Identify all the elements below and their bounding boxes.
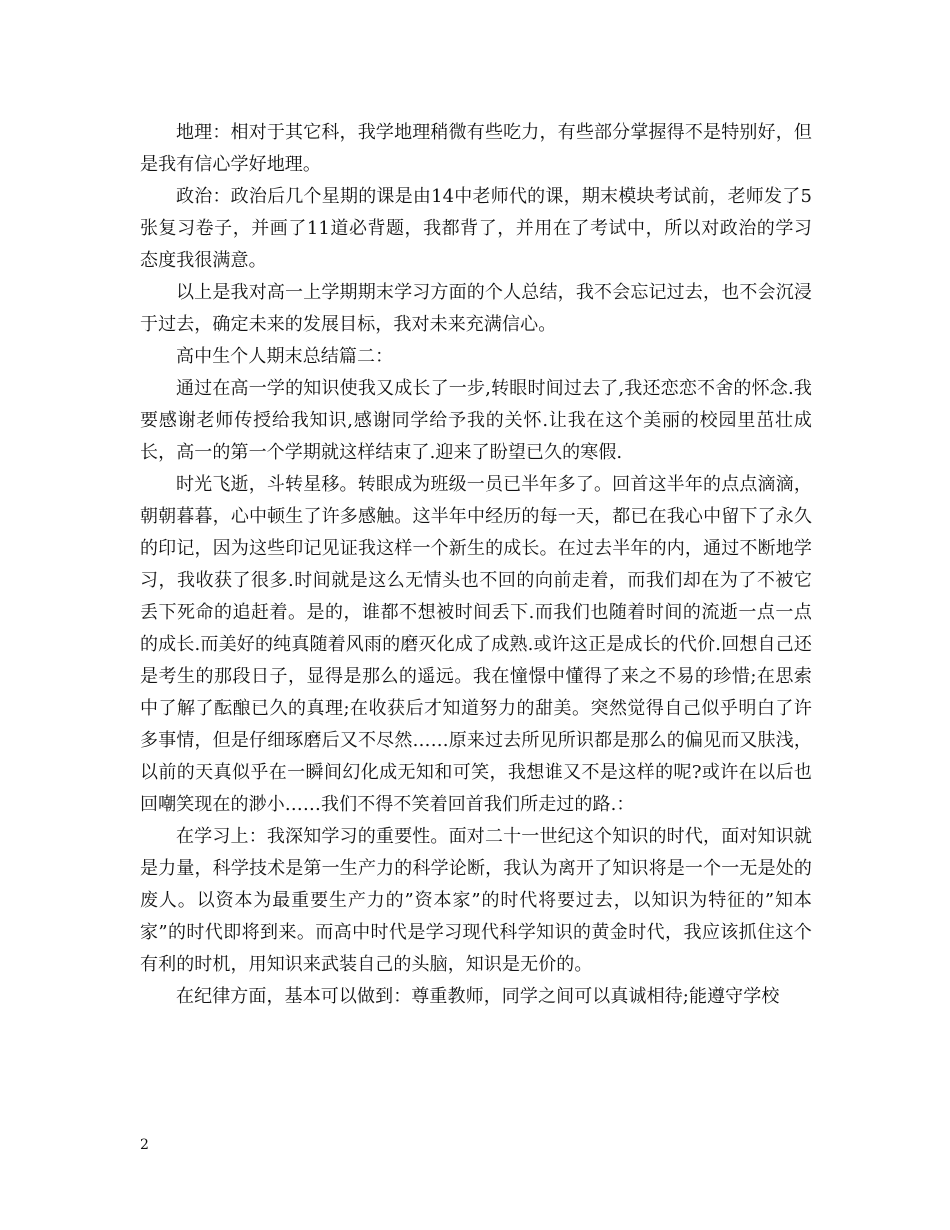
paragraph-growth: 通过在高一学的知识使我又成长了一步,转眼时间过去了,我还恋恋不舍的怀念.我要感谢老师传授给我知识,感谢同学给予我的关怀.让我在这个美丽的校园里茁壮成长，高一的第一个学期就这样结束了.迎来了盼望已久的寒假. [140, 378, 812, 463]
paragraph-summary: 以上是我对高一上学期期末学习方面的个人总结，我不会忘记过去，也不会沉浸于过去，确定未来的发展目标，我对未来充满信心。 [140, 282, 812, 335]
section-heading: 高中生个人期末总结篇二： [176, 346, 394, 367]
paragraph-discipline: 在纪律方面，基本可以做到：尊重教师，同学之间可以真诚相待;能遵守学校 [176, 986, 780, 1007]
paragraph-study: 在学习上：我深知学习的重要性。面对二十一世纪这个知识的时代，面对知识就是力量，科学技术是第一生产力的科学论断，我认为离开了知识将是一个一无是处的废人。以资本为最重要生产力的”资本家”的时代将要过去，以知识为特征的”知本家”的时代即将到来。而高中时代是学习现代科学知识的黄金时代，我应该抓住这个有利的时机，用知识来武装自己的头脑，知识是无价的。 [140, 826, 812, 975]
document-body [140, 117, 812, 1013]
paragraph-reflection: 时光飞逝，斗转星移。转眼成为班级一员已半年多了。回首这半年的点点滴滴，朝朝暮暮，心中顿生了许多感触。这半年中经历的每一天，都已在我心中留下了永久的印记，因为这些印记见证我这样一个新生的成长。在过去半年的内，通过不断地学习，我收获了很多.时间就是这么无情头也不回的向前走着，而我们却在为了不被它丢下死命的追赶着。是的，谁都不想被时间丢下.而我们也随着时间的流逝一点一点的成长.而美好的纯真随着风雨的磨灭化成了成熟.或许这正是成长的代价.回想自己还是考生的那段日子，显得是那么的遥远。我在憧憬中懂得了来之不易的珍惜;在思索中了解了酝酿已久的真理;在收获后才知道努力的甜美。突然觉得自己似乎明白了许多事情，但是仔细琢磨后又不尽然……原来过去所见所识都是那么的偏见而又肤浅，以前的天真似乎在一瞬间幻化成无知和可笑，我想谁又不是这样的呢?或许在以后也回嘲笑现在的渺小……我们不得不笑着回首我们所走过的路.： [140, 474, 812, 815]
paragraph-geography: 地理：相对于其它科，我学地理稍微有些吃力，有些部分掌握得不是特别好，但是我有信心学好地理。 [140, 122, 812, 175]
paragraph-politics: 政治：政治后几个星期的课是由14中老师代的课，期末模块考试前，老师发了5张复习卷子，并画了11道必背题，我都背了，并用在了考试中，所以对政治的学习态度我很满意。 [140, 186, 812, 271]
page-number: 2 [140, 1137, 149, 1153]
